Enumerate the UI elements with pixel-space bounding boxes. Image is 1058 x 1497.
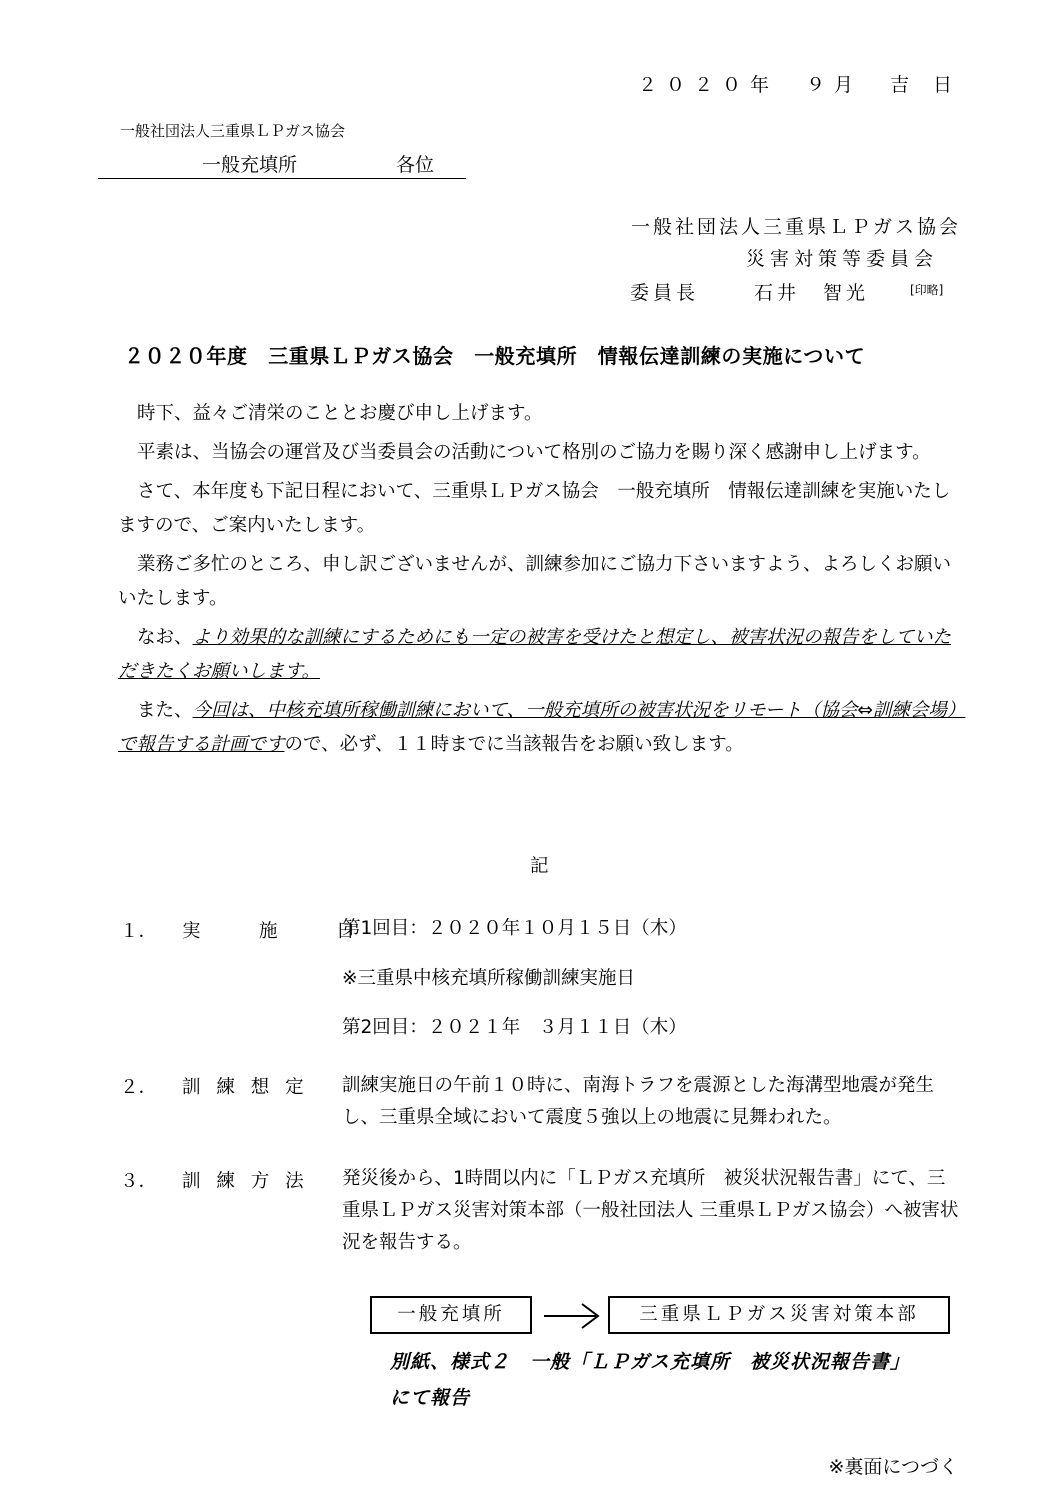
seal-note: [印略] — [910, 283, 944, 297]
item-1-number: １． — [120, 921, 158, 942]
item-3-number: ３． — [120, 1171, 158, 1192]
sender-committee: 災害対策等委員会 — [745, 248, 938, 270]
item-3-text: 発災後から、1時間以内に「ＬＰガス充填所 被災状況報告書」にて、三重県ＬＰガス災害対策本部（一般社団法人 三重県ＬＰガス協会）へ被害状況を報告する。 — [342, 1168, 959, 1253]
continued-note: ※裏面につづく — [828, 1456, 958, 1478]
item-1-line-3: 第2回目：２０２１年 ３月１１日（木） — [342, 1017, 687, 1038]
flow-from-box: 一般充填所 — [370, 1296, 532, 1334]
sender-role: 委員長 — [630, 282, 700, 304]
sender-org: 一般社団法人三重県ＬＰガス協会 — [630, 216, 961, 238]
paragraph-note — [118, 621, 968, 689]
recipient-honorific: 各位 — [396, 154, 435, 176]
item-1-line-2: ※三重県中核充填所稼働訓練実施日 — [342, 968, 636, 989]
recipient-name: 一般充填所 — [202, 154, 298, 176]
note-prefix: なお、 — [137, 627, 193, 648]
paragraph-greeting: 時下、益々ご清栄のこととお慶び申し上げます。 — [137, 403, 543, 424]
item-2-label: 訓 練 想 定 — [182, 1077, 309, 1098]
flow-to-box: 三重県ＬＰガス災害対策本部 — [608, 1296, 950, 1334]
paragraph-request: 業務ご多忙のところ、申し訳ございませんが、訓練参加にご協力下さいますよう、よろしくお願いいたします。 — [118, 554, 952, 609]
recipient-line — [98, 146, 466, 179]
item-2-number: ２． — [120, 1077, 158, 1098]
sender-name: 石井 智光 — [754, 282, 870, 304]
paragraph-thanks: 平素は、当協会の運営及び当委員会の活動について格別のご協力を賜り深く感謝申し上げます。 — [137, 442, 931, 463]
form-note-line-1: 別紙、様式２ 一般「ＬＰガス充填所 被災状況報告書」 — [390, 1351, 911, 1373]
note-emphasis: より効果的な訓練にするためにも一定の被害を受けたと想定し、被害状況の報告をしていただきたくお願いします。 — [118, 627, 952, 682]
recipient-org: 一般社団法人三重県ＬＰガス協会 — [120, 122, 346, 140]
remote-suffix: ので、必ず、１１時までに当該報告をお願い致します。 — [284, 734, 744, 755]
remote-prefix: また、 — [137, 700, 193, 721]
paragraph-remote — [118, 694, 968, 762]
arrow-right-icon — [542, 1298, 602, 1334]
paragraph-announcement: さて、本年度も下記日程において、三重県ＬＰガス協会 一般充填所 情報伝達訓練を実施いたしますので、ご案内いたします。 — [118, 481, 951, 536]
item-2-text: 訓練実施日の午前１０時に、南海トラフを震源とした海溝型地震が発生し、三重県全域において震度５強以上の地震に見舞われた。 — [342, 1075, 935, 1128]
item-1-line-1: 第1回目：２０２０年１０月１５日（木） — [342, 918, 687, 939]
body-text — [118, 397, 968, 767]
form-note-line-2: にて報告 — [390, 1387, 471, 1409]
document-title: ２０２０年度 三重県ＬＰガス協会 一般充填所 情報伝達訓練の実施について — [124, 344, 866, 368]
ki-heading: 記 — [530, 856, 549, 877]
remote-emphasis: 今回は、中核充填所稼働訓練において、一般充填所の被害状況をリモート（協会⇔訓練会場）で報告する計画です — [118, 700, 966, 755]
item-1-label: 実 施 日 — [182, 921, 375, 942]
item-3-label: 訓 練 方 法 — [182, 1171, 309, 1192]
document-date: ２０２０年 ９月 吉 日 — [637, 74, 961, 96]
